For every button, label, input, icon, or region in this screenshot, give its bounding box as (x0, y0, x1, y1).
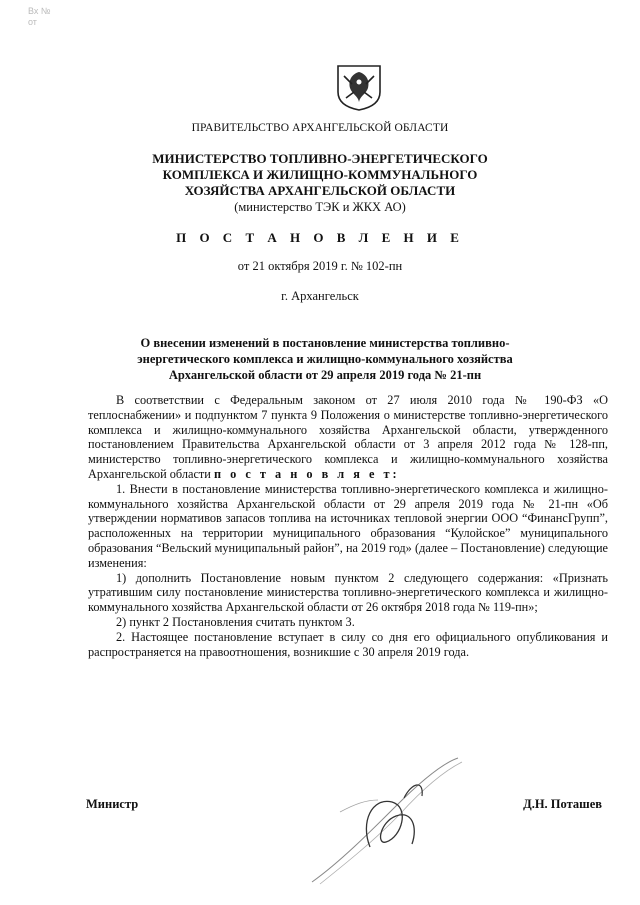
ministry-short-name: (министерство ТЭК и ЖКХ АО) (234, 200, 406, 214)
signatory-position: Министр (86, 797, 139, 811)
incoming-stamp (28, 6, 51, 28)
document-title-line2: энергетического комплекса и жилищно-коммунального хозяйства (137, 352, 513, 366)
body-paragraph-1-2: 2) пункт 2 Постановления считать пунктом 3. (116, 614, 355, 629)
incoming-stamp-line2: от (28, 17, 37, 27)
ministry-name (0, 151, 640, 215)
body-paragraph-1-1: 1) дополнить Постановление новым пунктом 2 следующего содержания: «Признать утратившим силу постановление министерства топливно-энергетического комплекса и жилищно-коммунального хозяйства Архангельской области от 26 октября 2018 года № 119-пн»; (88, 570, 608, 615)
document-title-line1: О внесении изменений в постановление министерства топливно- (140, 336, 510, 350)
document-body (88, 393, 608, 659)
incoming-stamp-line1: Вх № (28, 6, 51, 16)
body-paragraph-preamble (88, 393, 608, 482)
body-paragraph-2: 2. Настоящее постановление вступает в силу со дня его официального опубликования и распространяется на правоотношения, возникшие с 30 апреля 2019 года. (88, 629, 608, 659)
body-paragraph-1: 1. Внести в постановление министерства топливно-энергетического комплекса и жилищно-коммунального хозяйства Архангельской области от 29 апреля 2019 года № 21-пн «Об утверждении нормативов запасов топлива на источниках тепловой энергии ООО “ФинансГрупп”, расположенных на территории муниципального образования “Кулойское” муниципального образования “Вельский муниципальный район”, на 2019 год» (далее – Постановление) следующие изменения: (88, 481, 608, 570)
ministry-name-line3: ХОЗЯЙСТВА АРХАНГЕЛЬСКОЙ ОБЛАСТИ (184, 183, 456, 198)
resolves-word: п о с т а н о в л я е т: (213, 466, 400, 481)
ministry-name-line1: МИНИСТЕРСТВО ТОПЛИВНО-ЭНЕРГЕТИЧЕСКОГО (152, 151, 488, 166)
document-date-number: от 21 октября 2019 г. № 102-пн (237, 259, 403, 273)
ministry-name-line2: КОМПЛЕКСА И ЖИЛИЩНО-КОММУНАЛЬНОГО (162, 167, 478, 182)
signatory-name: Д.Н. Поташев (523, 797, 602, 811)
handwritten-signature (300, 752, 470, 892)
preamble-text: В соответствии с Федеральным законом от 27 июля 2010 года № 190-ФЗ «О теплоснабжении» и подпунктом 7 пункта 9 Положения о министерстве топливно-энергетического комплекса и жилищно-коммунального хозяйства Архангельской области, утвержденного постановлением Правительства Архангельской области от 3 апреля 2012 года № 128-пп, министерство топливно-энергетического комплекса и жилищно-коммунального хозяйства Архангельской области (88, 393, 608, 481)
document-city: г. Архангельск (281, 289, 359, 303)
document-title-line3: Архангельской области от 29 апреля 2019 года № 21-пн (168, 368, 482, 382)
government-name: ПРАВИТЕЛЬСТВО АРХАНГЕЛЬСКОЙ ОБЛАСТИ (191, 122, 449, 134)
document-type: П О С Т А Н О В Л Е Н И Е (176, 230, 464, 245)
document-title (110, 335, 540, 383)
coat-of-arms-emblem (330, 62, 388, 112)
